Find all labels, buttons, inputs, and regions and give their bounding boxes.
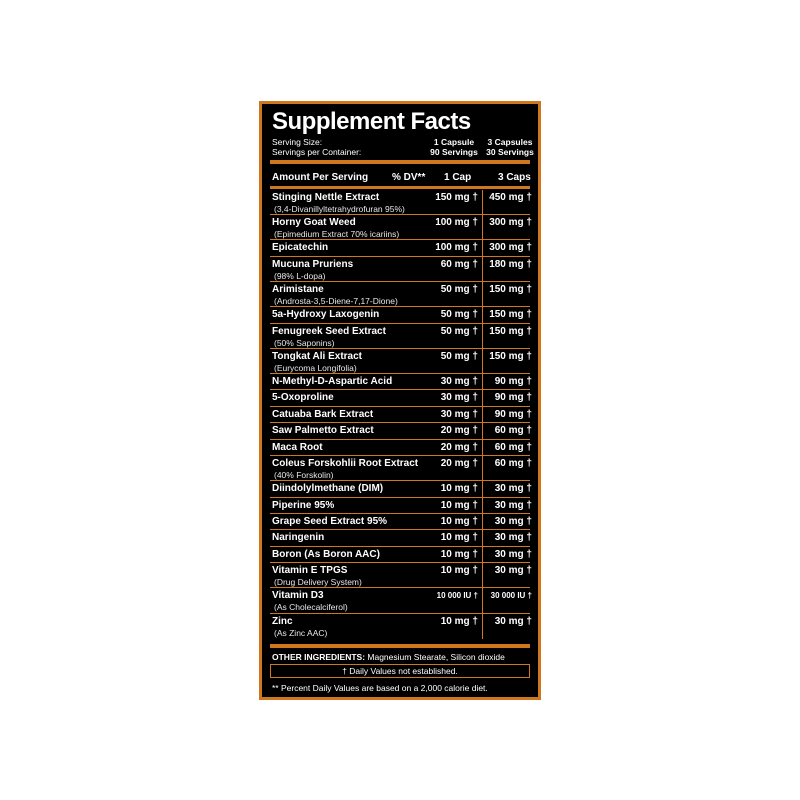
column-divider xyxy=(482,349,483,374)
column-divider xyxy=(482,324,483,349)
ingredient-detail: (50% Saponins) xyxy=(274,337,335,348)
column-divider xyxy=(482,456,483,481)
other-ingredients xyxy=(272,652,505,662)
amount-3-caps: 180 mg † xyxy=(489,258,532,270)
amount-3-caps: 150 mg † xyxy=(489,309,532,321)
ingredient-name: Diindolylmethane (DIM) xyxy=(272,483,384,495)
ingredient-name: Coleus Forskohlii Root Extract xyxy=(272,458,419,469)
ingredient-name: Maca Root xyxy=(272,441,323,453)
ingredient-row xyxy=(270,440,530,456)
column-divider xyxy=(482,498,483,514)
column-divider xyxy=(482,563,483,588)
ingredient-name: Zinc xyxy=(272,615,293,627)
amount-1-cap: 10 mg † xyxy=(440,499,478,511)
header-rule xyxy=(270,186,530,189)
column-divider xyxy=(482,547,483,563)
amount-1-cap: 150 mg † xyxy=(435,192,478,203)
amount-per-serving-label: Amount Per Serving xyxy=(272,172,369,183)
ingredient-name: Stinging Nettle Extract xyxy=(272,192,380,203)
col2-header: 3 Caps xyxy=(498,172,531,183)
ingredient-name: Horny Goat Weed xyxy=(272,217,356,229)
ingredient-row xyxy=(270,481,530,497)
amount-1-cap: 20 mg † xyxy=(440,425,478,437)
ingredient-name: Tongkat Ali Extract xyxy=(272,350,363,362)
ingredient-name: 5-Oxoproline xyxy=(272,392,334,404)
amount-3-caps: 90 mg † xyxy=(494,408,532,420)
amount-3-caps: 30 000 IU † xyxy=(490,591,532,601)
amount-1-cap: 10 mg † xyxy=(440,615,478,627)
ingredient-row xyxy=(270,307,530,323)
amount-1-cap: 30 mg † xyxy=(440,408,478,420)
ingredient-row xyxy=(270,614,530,639)
amount-1-cap: 50 mg † xyxy=(440,325,478,337)
column-divider xyxy=(482,190,483,215)
amount-3-caps: 150 mg † xyxy=(489,350,532,362)
ingredient-name: Vitamin E TPGS xyxy=(272,565,348,577)
ingredient-row xyxy=(270,390,530,406)
column-divider xyxy=(482,514,483,530)
panel-title: Supplement Facts xyxy=(272,108,471,135)
ingredient-detail: (As Cholecalciferol) xyxy=(274,602,348,613)
ingredient-row xyxy=(270,374,530,390)
ingredient-name: Catuaba Bark Extract xyxy=(272,408,374,420)
amount-3-caps: 300 mg † xyxy=(489,242,532,254)
amount-3-caps: 60 mg † xyxy=(494,425,532,437)
ingredient-name: 5a-Hydroxy Laxogenin xyxy=(272,309,380,321)
ingredient-row xyxy=(270,456,530,481)
column-divider xyxy=(482,423,483,439)
column-header xyxy=(270,168,530,186)
amount-3-caps: 90 mg † xyxy=(494,376,532,387)
amount-3-caps: 30 mg † xyxy=(494,516,532,527)
column-divider xyxy=(482,390,483,406)
amount-3-caps: 30 mg † xyxy=(494,615,532,627)
servings-per-container-label: Servings per Container: xyxy=(272,147,362,157)
amount-1-cap: 30 mg † xyxy=(440,376,478,387)
ingredient-detail: (3,4-Divanillyltetrahydrofuran 95%) xyxy=(274,204,405,214)
amount-3-caps: 30 mg † xyxy=(494,532,532,544)
amount-1-cap: 20 mg † xyxy=(440,458,478,469)
col1-header: 1 Cap xyxy=(444,172,472,183)
ingredient-detail: (98% L-dopa) xyxy=(274,270,326,281)
ingredient-row xyxy=(270,530,530,546)
amount-1-cap: 10 mg † xyxy=(440,483,478,495)
amount-1-cap: 10 mg † xyxy=(440,548,478,560)
ingredient-row xyxy=(270,215,530,240)
amount-3-caps: 90 mg † xyxy=(494,392,532,404)
column-divider xyxy=(482,481,483,497)
amount-1-cap: 10 mg † xyxy=(440,565,478,577)
ingredient-row xyxy=(270,498,530,514)
supplement-facts-panel xyxy=(259,101,541,700)
col2-servings: 30 Servings xyxy=(486,147,534,157)
amount-3-caps: 30 mg † xyxy=(494,483,532,495)
column-divider xyxy=(482,257,483,282)
amount-1-cap: 100 mg † xyxy=(435,217,478,229)
ingredient-name: Fenugreek Seed Extract xyxy=(272,325,386,337)
col1-servings: 90 Servings xyxy=(430,147,478,157)
column-divider xyxy=(482,588,483,613)
col2-serving-size: 3 Capsules xyxy=(487,137,533,147)
top-rule xyxy=(270,160,530,164)
amount-3-caps: 300 mg † xyxy=(489,217,532,229)
ingredient-name: Vitamin D3 xyxy=(272,590,324,602)
amount-1-cap: 60 mg † xyxy=(440,258,478,270)
daily-value-note: † Daily Values not established. xyxy=(270,664,530,678)
ingredient-row xyxy=(270,514,530,530)
amount-3-caps: 60 mg † xyxy=(494,458,532,469)
ingredient-name: Piperine 95% xyxy=(272,499,335,511)
ingredient-row xyxy=(270,563,530,588)
dv-label: % DV** xyxy=(392,172,426,183)
amount-3-caps: 60 mg † xyxy=(494,441,532,453)
ingredient-row xyxy=(270,349,530,374)
ingredient-row xyxy=(270,407,530,423)
bottom-rule xyxy=(270,644,530,648)
ingredient-row xyxy=(270,282,530,307)
amount-1-cap: 100 mg † xyxy=(435,242,478,254)
other-ingredients-label: OTHER INGREDIENTS: xyxy=(272,652,366,662)
ingredient-detail: (Androsta-3,5-Diene-7,17-Dione) xyxy=(274,296,398,306)
column-divider xyxy=(482,530,483,546)
amount-1-cap: 50 mg † xyxy=(440,350,478,362)
amount-1-cap: 10 mg † xyxy=(440,532,478,544)
amount-3-caps: 150 mg † xyxy=(489,284,532,295)
serving-size-label: Serving Size: xyxy=(272,137,323,147)
column-divider xyxy=(482,307,483,323)
column-divider xyxy=(482,240,483,256)
column-divider xyxy=(482,215,483,240)
ingredient-name: Grape Seed Extract 95% xyxy=(272,516,388,527)
ingredient-row xyxy=(270,547,530,563)
amount-1-cap: 10 000 IU † xyxy=(436,591,478,601)
ingredient-name: Naringenin xyxy=(272,532,325,544)
ingredient-detail: (Eurycoma Longifolia) xyxy=(274,362,357,373)
column-divider xyxy=(482,614,483,639)
ingredient-row xyxy=(270,190,530,215)
percent-dv-footnote: ** Percent Daily Values are based on a 2,000 calorie diet. xyxy=(272,683,488,693)
amount-1-cap: 10 mg † xyxy=(440,516,478,527)
ingredient-name: Epicatechin xyxy=(272,242,329,254)
ingredient-row xyxy=(270,324,530,349)
amount-3-caps: 150 mg † xyxy=(489,325,532,337)
ingredient-name: N-Methyl-D-Aspartic Acid xyxy=(272,376,393,387)
amount-1-cap: 50 mg † xyxy=(440,284,478,295)
ingredient-detail: (Epimedium Extract 70% icariins) xyxy=(274,229,400,240)
ingredient-row xyxy=(270,423,530,439)
ingredient-name: Mucuna Pruriens xyxy=(272,258,354,270)
ingredient-name: Saw Palmetto Extract xyxy=(272,425,374,437)
amount-1-cap: 50 mg † xyxy=(440,309,478,321)
amount-3-caps: 30 mg † xyxy=(494,499,532,511)
amount-3-caps: 30 mg † xyxy=(494,548,532,560)
column-divider xyxy=(482,407,483,423)
col1-serving-size: 1 Capsule xyxy=(433,137,475,147)
column-divider xyxy=(482,374,483,390)
ingredient-detail: (40% Forskolin) xyxy=(274,470,334,480)
amount-3-caps: 450 mg † xyxy=(489,192,532,203)
other-ingredients-value: Magnesium Stearate, Silicon dioxide xyxy=(365,652,505,662)
ingredient-name: Arimistane xyxy=(272,284,324,295)
column-divider xyxy=(482,440,483,456)
column-divider xyxy=(482,282,483,307)
ingredient-detail: (As Zinc AAC) xyxy=(274,627,328,638)
ingredient-detail: (Drug Delivery System) xyxy=(274,577,362,588)
amount-3-caps: 30 mg † xyxy=(494,565,532,577)
amount-1-cap: 20 mg † xyxy=(440,441,478,453)
ingredient-row xyxy=(270,588,530,613)
ingredient-row xyxy=(270,257,530,282)
ingredient-name: Boron (As Boron AAC) xyxy=(272,548,380,560)
amount-1-cap: 30 mg † xyxy=(440,392,478,404)
ingredient-row xyxy=(270,240,530,256)
